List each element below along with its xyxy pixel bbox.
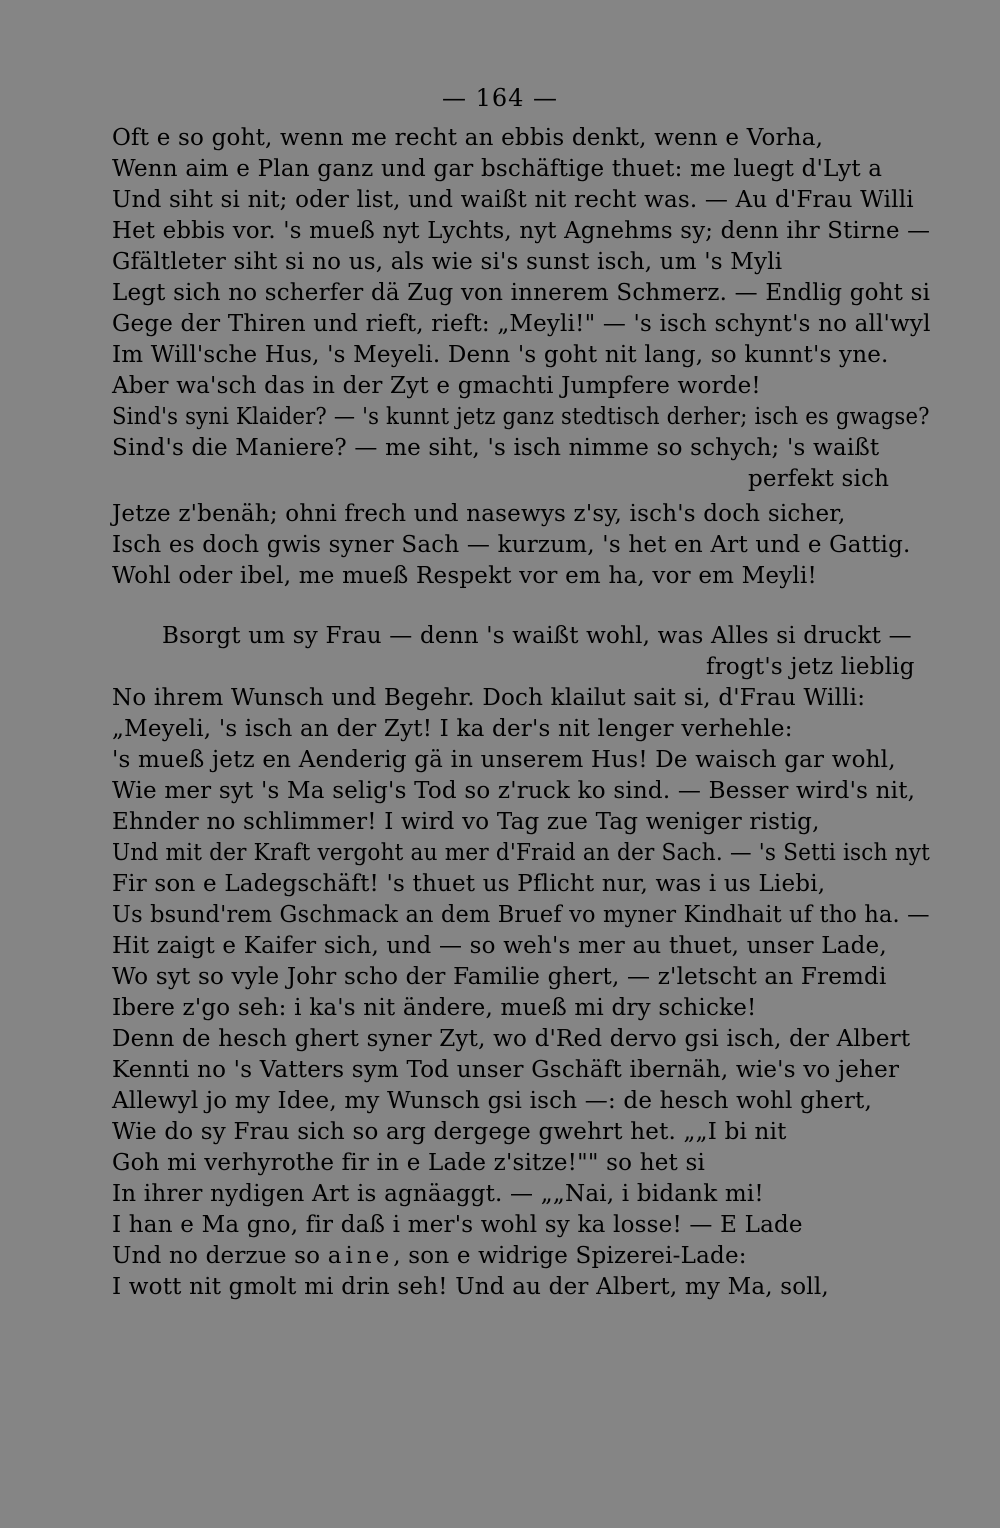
text-line: Us bsund'rem Gschmack an dem Bruef vo myner Kindhait uf tho ha. — [112,902,930,928]
text-line: Isch es doch gwis syner Sach — kurzum, 's het en Art und e Gattig. [112,532,911,558]
text-line: Wie do sy Frau sich so arg dergege gwehrt het. „„I bi nit [112,1119,787,1145]
text-line: Aber wa'sch das in der Zyt e gmachti Jumpfere worde! [112,373,761,399]
text-line: Wo syt so vyle Johr scho der Familie ghert, — z'letscht an Fremdi [112,964,887,990]
text-line: Ehnder no schlimmer! I wird vo Tag zue Tag weniger ristig, [112,809,820,835]
text-line: I wott nit gmolt mi drin seh! Und au der Albert, my Ma, soll, [112,1274,829,1300]
text-line: Allewyl jo my Idee, my Wunsch gsi isch —: de hesch wohl ghert, [112,1088,873,1114]
text-line: „Meyeli, 's isch an der Zyt! I ka der's nit lenger verhehle: [112,716,793,742]
page-number: — 164 — [441,84,559,112]
text-line: Oft e so goht, wenn me recht an ebbis denkt, wenn e Vorha, [112,125,824,151]
text-line [112,1242,747,1270]
text-line: Denn de hesch ghert syner Zyt, wo d'Red dervo gsi isch, der Albert [112,1026,911,1052]
text-line-continuation: perfekt sich [748,466,890,492]
text-line: Gege der Thiren und rieft, rieft: „Meyli!" — 's isch schynt's no all'wyl [112,311,931,337]
text-line: Ibere z'go seh: i ka's nit ändere, mueß mi dry schicke! [112,995,757,1021]
text-line-continuation: frogt's jetz lieblig [706,654,915,680]
text-line: I han e Ma gno, fir daß i mer's wohl sy ka losse! — E Lade [112,1212,803,1238]
text-line: Het ebbis vor. 's mueß nyt Lychts, nyt Agnehms sy; denn ihr Stirne — [112,218,931,244]
text-line: Wohl oder ibel, me mueß Respekt vor em ha, vor em Meyli! [112,563,817,589]
text-line: Hit zaigt e Kaifer sich, und — so weh's mer au thuet, unser Lade, [112,933,887,959]
text-line: Jetze z'benäh; ohni frech und nasewys z'sy, isch's doch sicher, [112,501,846,527]
text-line: Wenn aim e Plan ganz und gar bschäftige thuet: me luegt d'Lyt a [112,156,883,182]
text-line: Kennti no 's Vatters sym Tod unser Gschäft ibernäh, wie's vo jeher [112,1057,900,1083]
text-line: Fir son e Ladegschäft! 's thuet us Pflicht nur, was i us Liebi, [112,871,826,897]
text-line: Und mit der Kraft vergoht au mer d'Fraid an der Sach. — 's Setti isch nyt [112,840,931,866]
text-line: Und siht si nit; oder list, und waißt nit recht was. — Au d'Frau Willi [112,187,914,213]
text-fragment: , son e widrige Spizerei-Lade: [393,1243,747,1269]
text-line: Sind's die Maniere? — me siht, 's isch nimme so schych; 's waißt [112,435,880,461]
spaced-emphasis: aine [327,1243,394,1269]
text-line: Sind's syni Klaider? — 's kunnt jetz ganz stedtisch derher; isch es gwagse? [112,404,930,430]
text-line: Legt sich no scherfer dä Zug von innerem Schmerz. — Endlig goht si [112,280,931,306]
text-fragment: Und no derzue so [112,1243,328,1269]
text-line: No ihrem Wunsch und Begehr. Doch klailut sait si, d'Frau Willi: [112,685,866,711]
text-line: 's mueß jetz en Aenderig gä in unserem Hus! De waisch gar wohl, [112,747,896,773]
text-line: In ihrer nydigen Art is agnäaggt. — „„Nai, i bidank mi! [112,1181,764,1207]
text-line: Wie mer syt 's Ma selig's Tod so z'ruck ko sind. — Besser wird's nit, [112,778,916,804]
text-line: Gfältleter siht si no us, als wie si's sunst isch, um 's Myli [112,249,783,275]
text-line: Im Will'sche Hus, 's Meyeli. Denn 's goht nit lang, so kunnt's yne. [112,342,889,368]
text-line: Goh mi verhyrothe fir in e Lade z'sitze!"" so het si [112,1150,706,1176]
text-line: Bsorgt um sy Frau — denn 's waißt wohl, was Alles si druckt — [162,623,912,649]
